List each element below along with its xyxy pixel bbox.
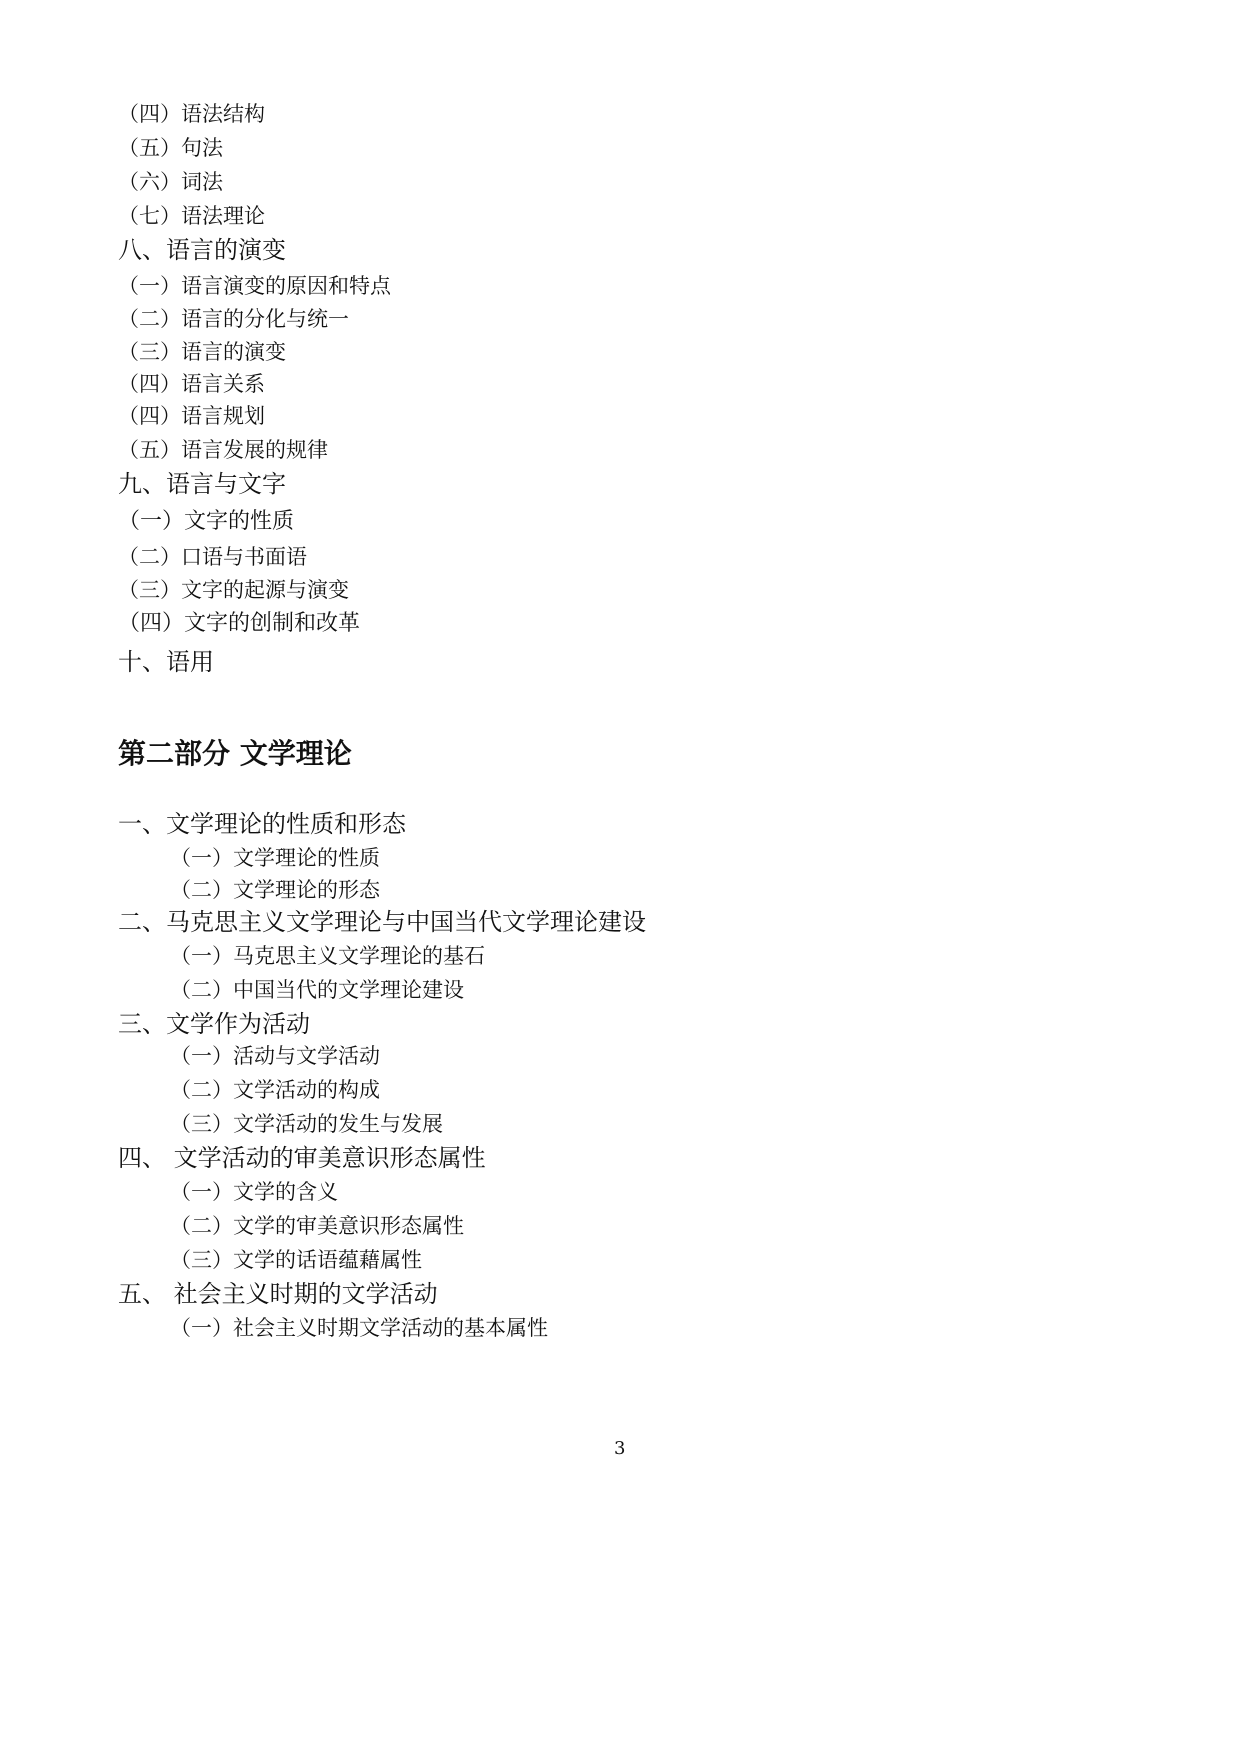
toc-subitem: （一）文学理论的性质 xyxy=(170,846,380,870)
toc-subitem: （二）文学活动的构成 xyxy=(170,1078,380,1102)
toc-subitem: （四）文字的创制和改革 xyxy=(118,611,361,636)
toc-subitem: （五）语言发展的规律 xyxy=(118,438,328,462)
toc-subitem: （四）语法结构 xyxy=(118,102,265,126)
toc-subitem: （五）句法 xyxy=(118,136,223,160)
toc-section-heading: 四、 文学活动的审美意识形态属性 xyxy=(118,1144,486,1172)
toc-subitem: （四）语言关系 xyxy=(118,372,265,396)
toc-section-heading: 八、语言的演变 xyxy=(118,236,286,264)
page-number: 3 xyxy=(614,1438,626,1459)
toc-section-heading: 九、语言与文字 xyxy=(118,470,286,498)
toc-subitem: （一）文学的含义 xyxy=(170,1180,338,1204)
toc-subitem: （三）语言的演变 xyxy=(118,340,286,364)
toc-subitem: （三）文学活动的发生与发展 xyxy=(170,1112,443,1136)
toc-subitem: （三）文字的起源与演变 xyxy=(118,578,349,602)
toc-subitem: （一）语言演变的原因和特点 xyxy=(118,274,391,298)
toc-subitem: （二）口语与书面语 xyxy=(118,545,307,569)
toc-subitem: （一）马克思主义文学理论的基石 xyxy=(170,944,485,968)
toc-section-heading: 三、文学作为活动 xyxy=(118,1010,310,1038)
toc-subitem: （一）活动与文学活动 xyxy=(170,1044,380,1068)
toc-subitem: （六）词法 xyxy=(118,170,223,194)
toc-subitem: （二）文学理论的形态 xyxy=(170,878,380,902)
toc-subitem: （二）文学的审美意识形态属性 xyxy=(170,1214,464,1238)
toc-subitem: （三）文学的话语蕴藉属性 xyxy=(170,1248,422,1272)
toc-section-heading: 二、马克思主义文学理论与中国当代文学理论建设 xyxy=(118,908,646,936)
toc-subitem: （七）语法理论 xyxy=(118,204,265,228)
toc-subitem: （二）语言的分化与统一 xyxy=(118,307,349,331)
toc-section-heading: 一、文学理论的性质和形态 xyxy=(118,810,406,838)
part-title: 第二部分 文学理论 xyxy=(118,737,352,770)
toc-subitem: （二）中国当代的文学理论建设 xyxy=(170,978,464,1002)
toc-subitem: （一）文字的性质 xyxy=(118,509,295,534)
toc-section-heading: 五、 社会主义时期的文学活动 xyxy=(118,1280,438,1308)
toc-section-heading: 十、语用 xyxy=(118,648,214,676)
toc-subitem: （四）语言规划 xyxy=(118,404,265,428)
toc-subitem: （一）社会主义时期文学活动的基本属性 xyxy=(170,1316,548,1340)
